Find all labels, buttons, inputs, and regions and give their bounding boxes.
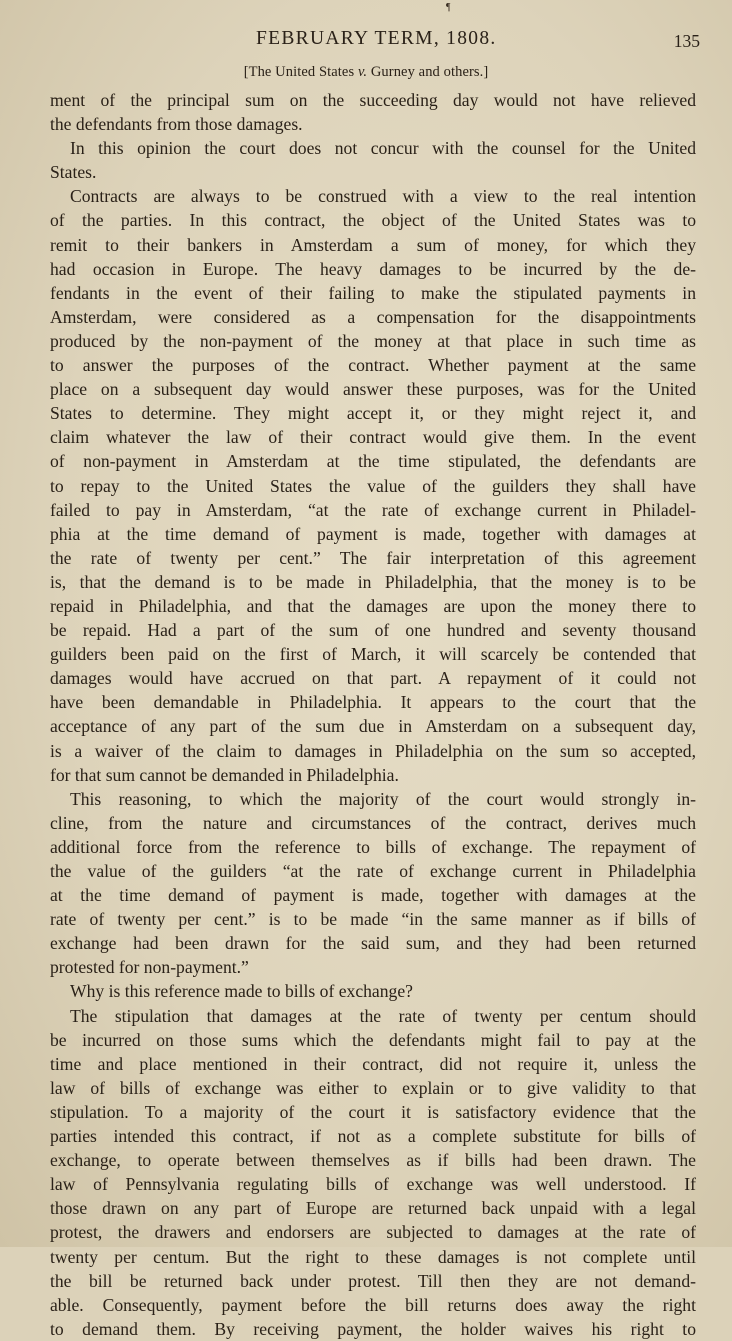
- text-line: [50, 859, 696, 883]
- text-line-content: at the time demand of payment is made, together with damages at the: [50, 885, 696, 906]
- text-line: [50, 955, 696, 979]
- text-line: [50, 449, 696, 473]
- text-line-content: phia at the time demand of payment is made, together with damages at: [50, 523, 696, 544]
- text-line-content: ment of the principal sum on the succeeding day would not have relieved: [50, 90, 696, 110]
- text-line-content: damages would have accrued on that part. A repayment of it could not: [50, 668, 696, 689]
- paragraph: [50, 184, 696, 786]
- text-line-content: is, that the demand is to be made in Philadelphia, that the money is to be: [50, 571, 696, 592]
- text-line-content: to answer the purposes of the contract. Whether payment at the same: [50, 355, 696, 376]
- text-line: [50, 498, 696, 522]
- text-line: [50, 401, 696, 425]
- text-line: [50, 763, 696, 787]
- text-line-content: stipulation. To a majority of the court it is satisfactory evidence that the: [50, 1101, 696, 1122]
- text-line-content: cline, from the nature and circumstances of the contract, derives much: [50, 812, 696, 833]
- text-line: [50, 883, 696, 907]
- text-line-content: exchange, to operate between themselves as if bills had been drawn. The: [50, 1150, 696, 1171]
- text-line: [50, 522, 696, 546]
- text-line-content: Why is this reference made to bills of exchange?: [70, 981, 413, 1002]
- text-line: [50, 1028, 696, 1052]
- text-line-content: the value of the guilders “at the rate of exchange current in Philadelphia: [50, 861, 696, 881]
- text-line-content: be repaid. Had a part of the sum of one hundred and seventy thousand: [50, 620, 696, 641]
- text-line-content: acceptance of any part of the sum due in Amsterdam on a subsequent day,: [50, 716, 696, 737]
- text-line: [50, 136, 696, 160]
- text-line: [50, 714, 696, 738]
- text-line: [50, 305, 696, 329]
- text-line-content: rate of twenty per cent.” is to be made “in the same manner as if bills of: [50, 909, 696, 930]
- text-line-content: those drawn on any part of Europe are returned back unpaid with a legal: [50, 1198, 696, 1219]
- case-header: [0, 64, 732, 81]
- case-header-versus: v.: [357, 64, 368, 80]
- text-line-content: produced by the non-payment of the money at that place in such time as: [50, 330, 696, 351]
- text-line-content: time and place mentioned in their contract, did not require it, unless the: [50, 1053, 696, 1074]
- text-line: [50, 1220, 696, 1244]
- case-header-suffix: Gurney and others.]: [367, 64, 489, 80]
- text-line-content: protested for non-payment.”: [50, 957, 249, 978]
- text-line: [50, 1245, 696, 1269]
- text-line-content: remit to their bankers in Amsterdam a sum of money, for which they: [50, 234, 696, 255]
- text-line: [50, 1196, 696, 1220]
- text-line: [50, 1004, 696, 1028]
- text-line-content: States.: [50, 162, 97, 183]
- printer-mark: ¶: [446, 2, 451, 13]
- paragraph: [50, 136, 696, 184]
- text-line: [50, 184, 696, 208]
- text-line: [50, 931, 696, 955]
- text-line: [50, 1076, 696, 1100]
- text-line-content: of the parties. In this contract, the object of the United States was to: [50, 210, 696, 231]
- term-title: FEBRUARY TERM, 1808.: [256, 28, 497, 49]
- text-line: [50, 1317, 696, 1341]
- text-line-content: parties intended this contract, if not as a complete substitute for bills of: [50, 1126, 696, 1147]
- text-line: [50, 666, 696, 690]
- text-line-content: have been demandable in Philadelphia. It appears to the court that the: [50, 692, 696, 713]
- text-line: [50, 474, 696, 498]
- text-line: [50, 570, 696, 594]
- text-line-content: Amsterdam, were considered as a compensation for the disappointments: [50, 306, 696, 327]
- text-line: [50, 208, 696, 232]
- page-number: 135: [673, 31, 700, 51]
- paragraph: [50, 979, 696, 1003]
- text-line: [50, 233, 696, 257]
- text-line-content: Contracts are always to be construed with a view to the real intention: [70, 186, 696, 207]
- text-line-content: failed to pay in Amsterdam, “at the rate of exchange current in Philadel-: [50, 499, 696, 520]
- text-line: [50, 329, 696, 353]
- text-line: [50, 1124, 696, 1148]
- text-line: [50, 811, 696, 835]
- text-line: [50, 642, 696, 666]
- text-line-content: to repay to the United States the value of the guilders they shall have: [50, 475, 696, 496]
- text-line-content: guilders been paid on the first of March, it will scarcely be contended that: [50, 644, 696, 665]
- text-line: [50, 690, 696, 714]
- opinion-body-text: [50, 88, 696, 1341]
- text-line-content: This reasoning, to which the majority of the court would strongly in-: [70, 788, 696, 809]
- text-line-content: additional force from the reference to bills of exchange. The repayment of: [50, 836, 696, 857]
- text-line: [50, 787, 696, 811]
- text-line: [50, 160, 696, 184]
- text-line-content: In this opinion the court does not concur with the counsel for the United: [70, 138, 696, 159]
- text-line-content: had occasion in Europe. The heavy damages to be incurred by the de-: [50, 258, 696, 279]
- text-line-content: law of Pennsylvania regulating bills of exchange was well understood. If: [50, 1174, 696, 1195]
- text-line: [50, 1172, 696, 1196]
- text-line: [50, 1269, 696, 1293]
- text-line: [50, 739, 696, 763]
- text-line-content: protest, the drawers and endorsers are subjected to damages at the rate of: [50, 1222, 696, 1243]
- text-line-content: exchange had been drawn for the said sum, and they had been returned: [50, 933, 696, 954]
- text-line: [50, 907, 696, 931]
- text-line-content: law of bills of exchange was either to explain or to give validity to that: [50, 1077, 696, 1098]
- text-line-content: repaid in Philadelphia, and that the damages are upon the money there to: [50, 595, 696, 616]
- running-head: [40, 28, 700, 58]
- text-line-content: for that sum cannot be demanded in Philadelphia.: [50, 764, 399, 785]
- text-line-content: able. Consequently, payment before the bill returns does away the right: [50, 1294, 696, 1315]
- text-line-content: fendants in the event of their failing to make the stipulated payments in: [50, 282, 696, 303]
- text-line-content: place on a subsequent day would answer these purposes, was for the United: [50, 379, 696, 400]
- paragraph: [50, 787, 696, 980]
- text-line-content: claim whatever the law of their contract would give them. In the event: [50, 427, 696, 448]
- text-line: [50, 1100, 696, 1124]
- text-line: [50, 353, 696, 377]
- text-line: [50, 979, 696, 1003]
- text-line-content: States to determine. They might accept it, or they might reject it, and: [50, 403, 696, 424]
- text-line: [50, 425, 696, 449]
- text-line-content: the rate of twenty per cent.” The fair interpretation of this agreement: [50, 547, 696, 568]
- text-line: [50, 281, 696, 305]
- text-line: [50, 377, 696, 401]
- text-line: [50, 112, 696, 136]
- text-line-content: the defendants from those damages.: [50, 114, 303, 135]
- text-line-content: The stipulation that damages at the rate of twenty per centum should: [70, 1005, 696, 1026]
- text-line: [50, 546, 696, 570]
- text-line: [50, 1052, 696, 1076]
- text-line: [50, 1148, 696, 1172]
- text-line-content: the bill be returned back under protest. Till then they are not demand-: [50, 1270, 696, 1291]
- paragraph: [50, 88, 696, 136]
- case-header-prefix: [The United States: [243, 64, 358, 80]
- text-line: [50, 1293, 696, 1317]
- text-line: [50, 594, 696, 618]
- text-line: [50, 88, 696, 112]
- text-line-content: be incurred on those sums which the defendants might fail to pay at the: [50, 1029, 696, 1050]
- text-line: [50, 618, 696, 642]
- text-line-content: is a waiver of the claim to damages in Philadelphia on the sum so accepted,: [50, 740, 696, 761]
- text-line: [50, 257, 696, 281]
- paragraph: [50, 1004, 696, 1341]
- text-line-content: of non-payment in Amsterdam at the time stipulated, the defendants are: [50, 451, 696, 472]
- text-line: [50, 835, 696, 859]
- text-line-content: to demand them. By receiving payment, the holder waives his right to: [50, 1318, 696, 1339]
- text-line-content: twenty per centum. But the right to these damages is not complete until: [50, 1246, 696, 1267]
